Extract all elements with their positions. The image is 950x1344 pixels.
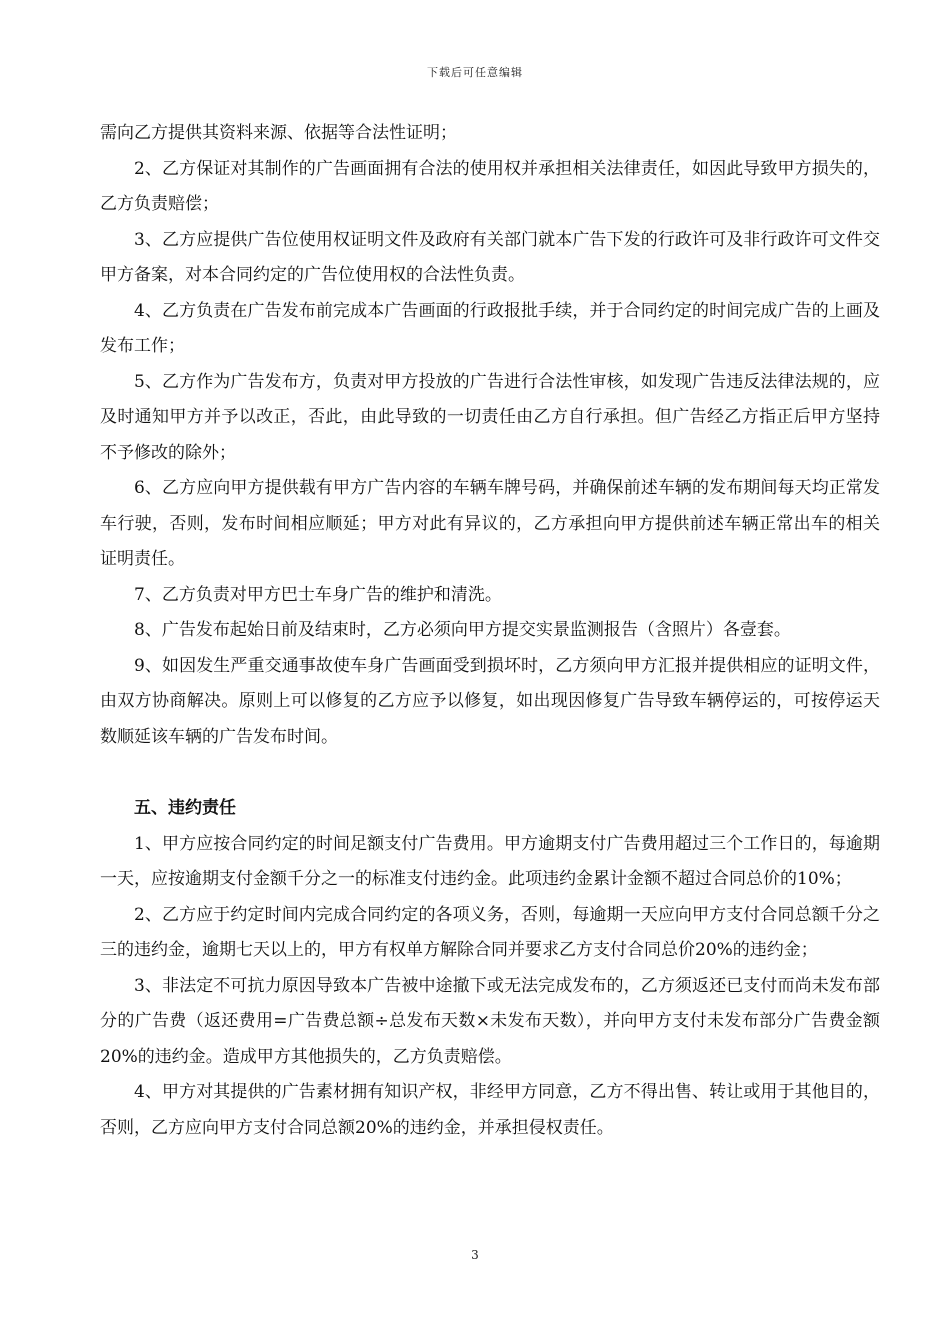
breach-clause-3: 3、非法定不可抗力原因导致本广告被中途撤下或无法完成发布的，乙方须返还已支付而尚未发布部分的广告费（返还费用=广告费总额÷总发布天数×未发布天数），并向甲方支付未发布部分广告费金额20%的违约金。造成甲方其他损失的，乙方负责赔偿。 — [100, 975, 880, 1067]
clause-6: 6、乙方应向甲方提供载有甲方广告内容的车辆车牌号码，并确保前述车辆的发布期间每天均正常发车行驶，否则，发布时间相应顺延；甲方对此有异议的，乙方承担向甲方提供前述车辆正常出车的相关证明责任。 — [100, 478, 880, 569]
clause-7: 7、乙方负责对甲方巴士车身广告的维护和清洗。 — [134, 584, 502, 605]
paragraph-continuation: 需向乙方提供其资料来源、依据等合法性证明； — [100, 123, 457, 143]
page-header: 下载后可任意编辑 — [427, 66, 523, 79]
clause-2: 2、乙方保证对其制作的广告画面拥有合法的使用权并承担相关法律责任，如因此导致甲方损失的，乙方负责赔偿； — [100, 158, 880, 214]
section-spacer — [100, 755, 880, 791]
breach-clause-2: 2、乙方应于约定时间内完成合同约定的各项义务，否则，每逾期一天应向甲方支付合同总额千分之三的违约金，逾期七天以上的，甲方有权单方解除合同并要求乙方支付合同总价20%的违约金； — [100, 904, 880, 960]
breach-clause-4: 4、甲方对其提供的广告素材拥有知识产权，非经甲方同意，乙方不得出售、转让或用于其他目的，否则，乙方应向甲方支付合同总额20%的违约金，并承担侵权责任。 — [100, 1082, 880, 1138]
clause-5: 5、乙方作为广告发布方，负责对甲方投放的广告进行合法性审核，如发现广告违反法律法规的，应及时通知甲方并予以改正，否此，由此导致的一切责任由乙方自行承担。但广告经乙方指正后甲方坚持不予修改的除外； — [100, 371, 880, 463]
breach-clause-1: 1、甲方应按合同约定的时间足额支付广告费用。甲方逾期支付广告费用超过三个工作日的，每逾期一天，应按逾期支付金额千分之一的标准支付违约金。此项违约金累计金额不超过合同总价的10%； — [100, 833, 880, 889]
page-number: 3 — [471, 1248, 479, 1262]
section-heading-breach: 五、违约责任 — [134, 798, 236, 818]
document-body — [100, 116, 880, 1146]
clause-3: 3、乙方应提供广告位使用权证明文件及政府有关部门就本广告下发的行政许可及非行政许可文件交甲方备案，对本合同约定的广告位使用权的合法性负责。 — [100, 229, 880, 285]
clause-4: 4、乙方负责在广告发布前完成本广告画面的行政报批手续，并于合同约定的时间完成广告的上画及发布工作； — [100, 300, 880, 356]
clause-8: 8、广告发布起始日前及结束时，乙方必须向甲方提交实景监测报告（含照片）各壹套。 — [134, 620, 791, 640]
clause-9: 9、如因发生严重交通事故使车身广告画面受到损坏时，乙方须向甲方汇报并提供相应的证明文件，由双方协商解决。原则上可以修复的乙方应予以修复，如出现因修复广告导致车辆停运的，可按停运天数顺延该车辆的广告发布时间。 — [100, 655, 880, 747]
